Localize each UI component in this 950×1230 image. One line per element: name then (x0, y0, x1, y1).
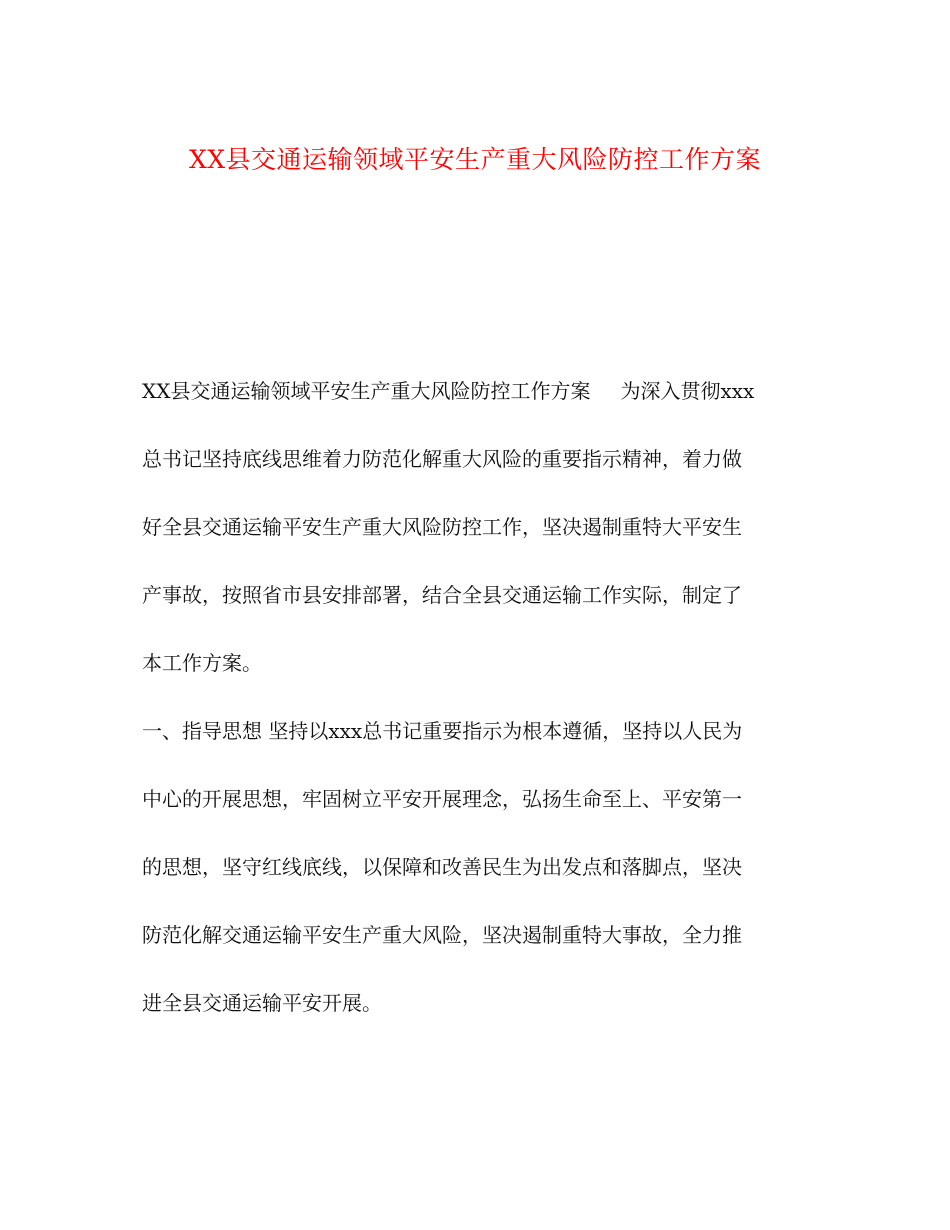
inline-heading: XX县交通运输领域平安生产重大风险防控工作方案 (142, 379, 591, 403)
document-title: XX县交通运输领域平安生产重大风险防控工作方案 (188, 145, 762, 174)
paragraph-2-line-1: 一、指导思想 坚持以xxx总书记重要指示为根本遵循，坚持以人民为 (142, 719, 743, 743)
paragraph-1-line-2: 总书记坚持底线思维着力防范化解重大风险的重要指示精神，着力做 (142, 447, 742, 471)
paragraph-2-line-5: 进全县交通运输平安开展。 (142, 991, 382, 1015)
paragraph-1-line-1 (142, 368, 812, 436)
paragraph-1-line-5: 本工作方案。 (142, 651, 262, 675)
paragraph-2-line-4: 防范化解交通运输平安生产重大风险，坚决遏制重特大事故，全力推 (142, 923, 742, 947)
document-body (142, 368, 812, 1048)
paragraph-1-line-3: 好全县交通运输平安生产重大风险防控工作，坚决遏制重特大平安生 (142, 515, 742, 539)
paragraph-2-line-3: 的思想，坚守红线底线，以保障和改善民生为出发点和落脚点，坚决 (142, 855, 742, 879)
paragraph-1-start: 为深入贯彻xxx (620, 379, 755, 403)
paragraph-1-line-4: 产事故，按照省市县安排部署，结合全县交通运输工作实际，制定了 (142, 583, 742, 607)
paragraph-2-line-2: 中心的开展思想，牢固树立平安开展理念，弘扬生命至上、平安第一 (142, 787, 742, 811)
